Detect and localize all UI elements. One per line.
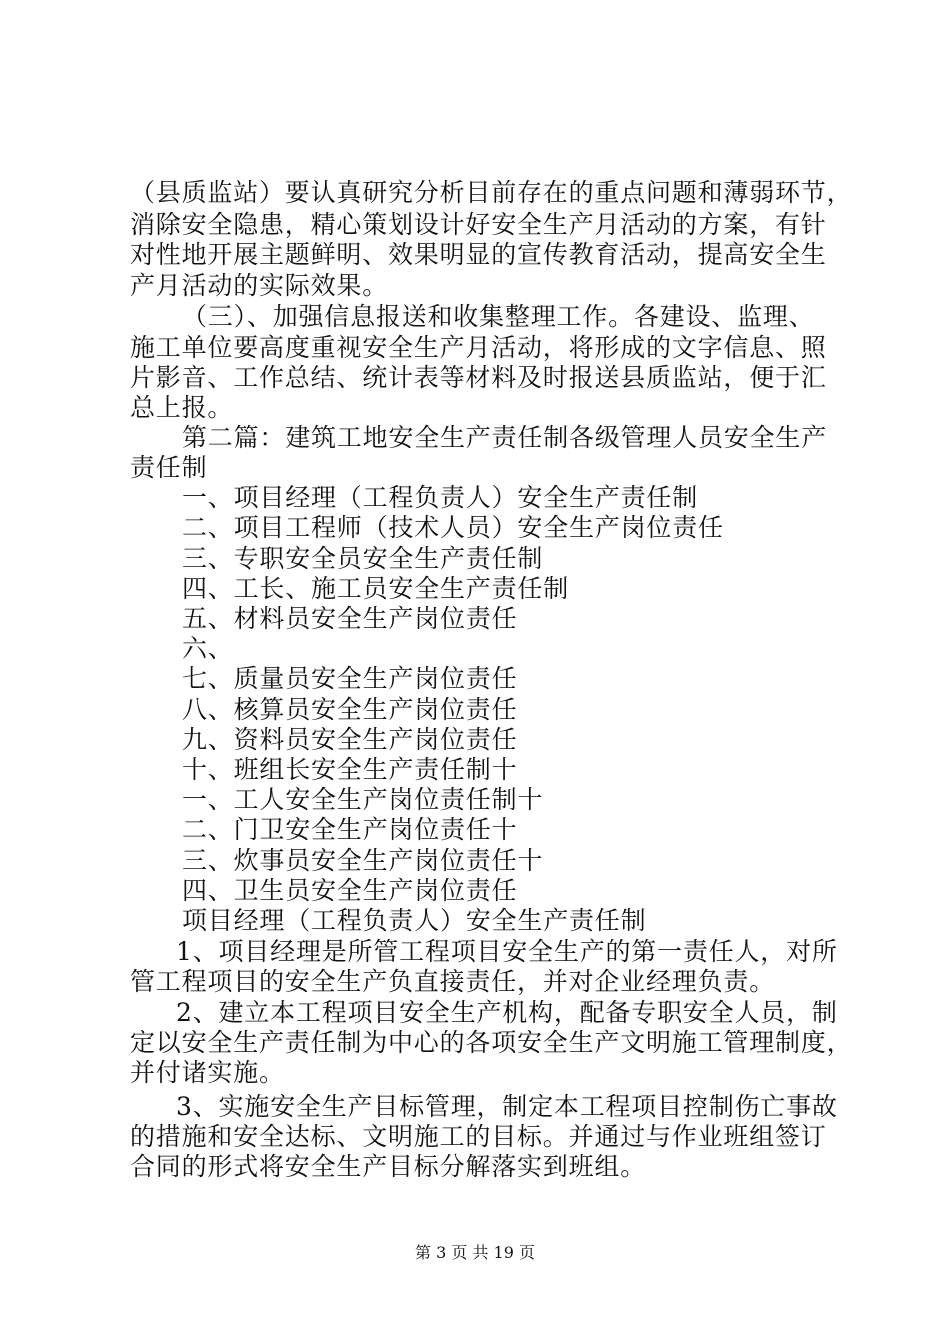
text-line: 总上报。: [130, 393, 234, 422]
toc-item: 一、工人安全生产岗位责任制十: [182, 785, 544, 814]
toc-item: 十、班组长安全生产责任制十: [182, 755, 518, 784]
subsection-heading: 项目经理（工程负责人）安全生产责任制: [182, 906, 647, 935]
text-line: 产月活动的实际效果。: [130, 271, 389, 300]
text-line: 合同的形式将安全生产目标分解落实到班组。: [130, 1152, 647, 1181]
toc-item: 六、: [182, 634, 234, 663]
toc-item: 三、专职安全员安全生产责任制: [182, 544, 544, 573]
toc-item: 四、工长、施工员安全生产责任制: [182, 574, 570, 603]
text-line: 管工程项目的安全生产负直接责任，并对企业经理负责。: [130, 967, 776, 996]
text-line: 施工单位要高度重视安全生产月活动，将形成的文字信息、照: [130, 333, 827, 362]
toc-item: 二、门卫安全生产岗位责任十: [182, 815, 518, 844]
text-line: 2、建立本工程项目安全生产机构，配备专职安全人员，制: [176, 998, 838, 1027]
toc-item: 五、材料员安全生产岗位责任: [182, 604, 518, 633]
text-line: 3、实施安全生产目标管理，制定本工程项目控制伤亡事故: [176, 1092, 838, 1121]
text-line: 的措施和安全达标、文明施工的目标。并通过与作业班组签订: [130, 1122, 827, 1151]
text-line: 1、项目经理是所管工程项目安全生产的第一责任人，对所: [176, 937, 838, 966]
text-line: 片影音、工作总结、统计表等材料及时报送县质监站，便于汇: [130, 363, 827, 392]
text-line: 定以安全生产责任制为中心的各项安全生产文明施工管理制度，: [130, 1028, 853, 1057]
toc-item: 九、资料员安全生产岗位责任: [182, 725, 518, 754]
text-line: 对性地开展主题鲜明、效果明显的宣传教育活动，提高安全生: [130, 240, 827, 269]
toc-item: 二、项目工程师（技术人员）安全生产岗位责任: [182, 513, 724, 542]
section-heading-line: 责任制: [130, 453, 208, 482]
toc-item: 七、质量员安全生产岗位责任: [182, 664, 518, 693]
text-line: 并付诸实施。: [130, 1058, 285, 1087]
text-line: （县质监站）要认真研究分析目前存在的重点问题和薄弱环节，: [130, 178, 853, 207]
toc-item: 一、项目经理（工程负责人）安全生产责任制: [182, 483, 699, 512]
text-line: （三）、加强信息报送和收集整理工作。各建设、监理、: [182, 302, 815, 331]
toc-item: 三、炊事员安全生产岗位责任十: [182, 846, 544, 875]
toc-item: 八、核算员安全生产岗位责任: [182, 695, 518, 724]
section-heading-line: 第二篇：建筑工地安全生产责任制各级管理人员安全生产: [182, 423, 828, 452]
toc-item: 四、卫生员安全生产岗位责任: [182, 876, 518, 905]
text-line: 消除安全隐患，精心策划设计好安全生产月活动的方案，有针: [130, 210, 827, 239]
page-footer: 第 3 页 共 19 页: [415, 1243, 535, 1262]
